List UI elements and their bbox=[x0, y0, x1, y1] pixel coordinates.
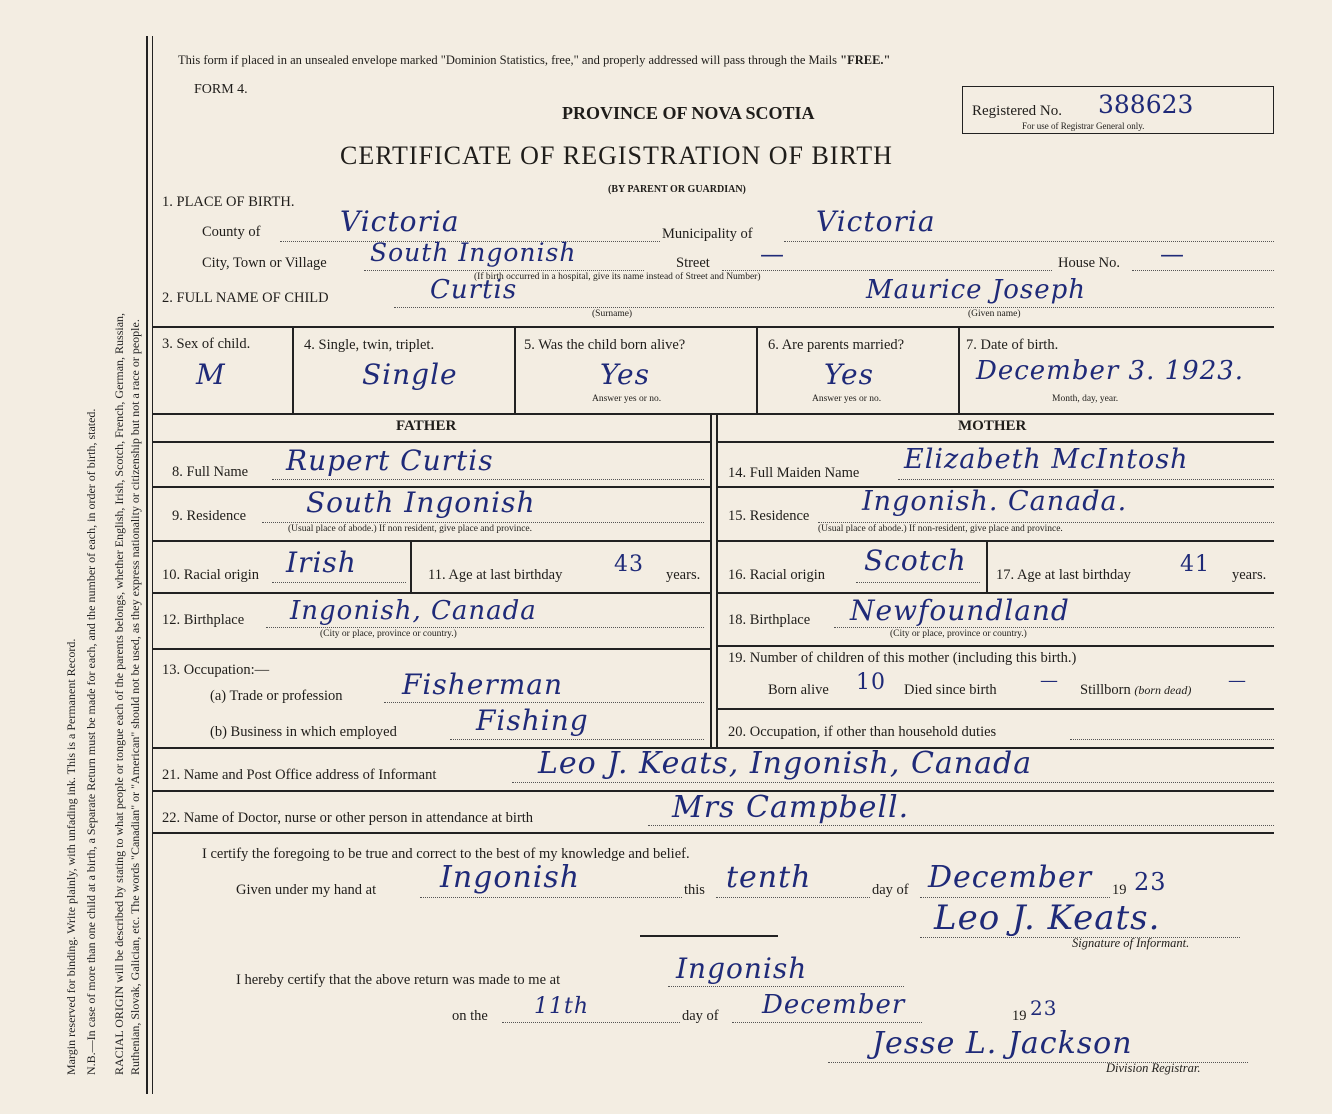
cell-div-1 bbox=[292, 326, 294, 414]
county-label: County of bbox=[202, 224, 261, 240]
on-the-label: on the bbox=[452, 1008, 488, 1024]
father-res-line bbox=[262, 522, 704, 523]
rule-2 bbox=[153, 413, 1274, 415]
left-border-inner bbox=[152, 36, 153, 1094]
signature-label: Signature of Informant. bbox=[1072, 936, 1190, 950]
father-race-line bbox=[272, 582, 406, 583]
sex-value: M bbox=[196, 358, 226, 391]
child-name-label: 2. FULL NAME OF CHILD bbox=[162, 290, 329, 306]
mother-heading: MOTHER bbox=[958, 418, 1027, 434]
dob-note: Month, day, year. bbox=[1052, 394, 1119, 404]
given-at-line bbox=[420, 897, 682, 898]
father-race-value: Irish bbox=[286, 546, 357, 579]
certify-statement: I certify the foregoing to be true and correct to the best of my knowledge and belief. bbox=[202, 846, 690, 862]
mid-rule bbox=[640, 935, 778, 937]
house-value: — bbox=[1160, 240, 1185, 268]
registrar-place-line bbox=[668, 986, 904, 987]
registrar-signature-label: Division Registrar. bbox=[1106, 1061, 1201, 1075]
registered-no-note: For use of Registrar General only. bbox=[1022, 121, 1145, 131]
informant-signature: Leo J. Keats. bbox=[934, 898, 1161, 938]
municipality-value: Victoria bbox=[816, 205, 936, 238]
rule-top bbox=[153, 326, 1274, 328]
mother-race-divider bbox=[986, 540, 988, 592]
father-race-label: 10. Racial origin bbox=[162, 567, 260, 583]
mother-res-line bbox=[818, 522, 1274, 523]
stillborn-note: (born dead) bbox=[1134, 683, 1192, 697]
rule-5a bbox=[153, 540, 710, 542]
alive-value: Yes bbox=[600, 358, 650, 391]
father-business-value: Fishing bbox=[476, 704, 589, 737]
surname-note: (Surname) bbox=[592, 309, 633, 319]
informant-line bbox=[512, 782, 1274, 783]
died-value: — bbox=[1040, 670, 1059, 691]
father-age-label: 11. Age at last birthday bbox=[428, 567, 563, 583]
margin-note-4: Ruthenian, Slovak, Galician, etc. The words "Canadian" or "American" should not be used, as they express nationality or citizenship but not a race or people. bbox=[128, 319, 142, 1075]
place-of-birth-label: 1. PLACE OF BIRTH. bbox=[162, 194, 295, 210]
doctor-line bbox=[648, 825, 1274, 826]
single-label: 4. Single, twin, triplet. bbox=[304, 337, 435, 353]
rule-11 bbox=[153, 832, 1274, 834]
child-name-line bbox=[394, 307, 1274, 308]
registrar-day-of-label: day of bbox=[682, 1008, 719, 1024]
child-given-name: Maurice Joseph bbox=[866, 275, 1087, 305]
sex-label: 3. Sex of child. bbox=[162, 336, 251, 352]
mother-age-value: 41 bbox=[1180, 552, 1210, 577]
mother-name-label: 14. Full Maiden Name bbox=[728, 465, 860, 481]
father-name-line bbox=[272, 479, 704, 480]
province-heading: PROVINCE OF NOVA SCOTIA bbox=[562, 103, 815, 123]
father-res-label: 9. Residence bbox=[172, 508, 247, 524]
doctor-label: 22. Name of Doctor, nurse or other person in attendance at birth bbox=[162, 810, 534, 826]
mother-race-value: Scotch bbox=[864, 544, 967, 577]
street-value: — bbox=[760, 240, 785, 268]
mother-race-line bbox=[856, 582, 980, 583]
born-alive-value: 10 bbox=[856, 670, 886, 695]
rule-5b bbox=[718, 540, 1274, 542]
father-trade-label: (a) Trade or profession bbox=[210, 688, 343, 704]
informant-label: 21. Name and Post Office address of Informant bbox=[162, 767, 437, 783]
informant-value: Leo J. Keats, Ingonish, Canada bbox=[538, 746, 1033, 781]
mother-birthplace-label: 18. Birthplace bbox=[728, 612, 811, 628]
mother-years: years. bbox=[1232, 567, 1267, 583]
year-prefix: 19 bbox=[1112, 882, 1127, 898]
mother-birthplace-value: Newfoundland bbox=[850, 594, 1070, 627]
certificate-subtitle: (BY PARENT OR GUARDIAN) bbox=[608, 184, 746, 195]
mother-res-value: Ingonish. Canada. bbox=[862, 486, 1128, 517]
this-value: tenth bbox=[726, 860, 812, 895]
mother-race-label: 16. Racial origin bbox=[728, 567, 826, 583]
left-border-outer bbox=[146, 36, 148, 1094]
rule-3b bbox=[718, 441, 1274, 443]
father-name-value: Rupert Curtis bbox=[286, 444, 494, 477]
alive-label: 5. Was the child born alive? bbox=[524, 337, 686, 353]
dob-value: December 3. 1923. bbox=[976, 356, 1245, 386]
mother-name-value: Elizabeth McIntosh bbox=[904, 444, 1189, 475]
center-divider-a bbox=[710, 413, 712, 747]
father-race-divider bbox=[410, 540, 412, 592]
father-birthplace-value: Ingonish, Canada bbox=[290, 596, 537, 626]
alive-note: Answer yes or no. bbox=[592, 394, 662, 404]
stillborn-label: Stillborn (born dead) bbox=[1080, 682, 1192, 698]
center-divider-b bbox=[716, 413, 718, 747]
stillborn-value: — bbox=[1228, 670, 1247, 691]
given-at-value: Ingonish bbox=[440, 860, 581, 895]
married-label: 6. Are parents married? bbox=[768, 337, 905, 353]
city-line bbox=[364, 270, 644, 271]
registrar-day-line bbox=[732, 1022, 922, 1023]
father-years: years. bbox=[666, 567, 701, 583]
dob-label: 7. Date of birth. bbox=[966, 337, 1059, 353]
mother-birthplace-line bbox=[834, 627, 1274, 628]
mother-age-label: 17. Age at last birthday bbox=[996, 567, 1131, 583]
certificate-title: CERTIFICATE OF REGISTRATION OF BIRTH bbox=[340, 141, 893, 170]
form-number: FORM 4. bbox=[194, 82, 248, 97]
father-business-line bbox=[450, 739, 704, 740]
mother-occ-label: 20. Occupation, if other than household duties bbox=[728, 724, 997, 740]
this-line bbox=[716, 897, 870, 898]
father-age-value: 43 bbox=[614, 552, 644, 577]
doctor-value: Mrs Campbell. bbox=[672, 790, 910, 825]
year-value: 23 bbox=[1134, 868, 1167, 896]
registrar-statement: I hereby certify that the above return was made to me at bbox=[236, 972, 561, 988]
married-note: Answer yes or no. bbox=[812, 394, 882, 404]
father-birthplace-line bbox=[266, 627, 704, 628]
registrar-year-prefix: 19 bbox=[1012, 1008, 1027, 1024]
mother-birthplace-note: (City or place, province or country.) bbox=[890, 629, 1027, 639]
cell-div-4 bbox=[958, 326, 960, 414]
registrar-signature: Jesse L. Jackson bbox=[872, 1026, 1133, 1061]
registrar-year-value: 23 bbox=[1030, 996, 1058, 1020]
child-surname: Curtis bbox=[430, 275, 518, 305]
house-line bbox=[1132, 270, 1274, 271]
father-name-label: 8. Full Name bbox=[172, 464, 249, 480]
city-value: South Ingonish bbox=[370, 238, 577, 267]
city-label: City, Town or Village bbox=[202, 255, 327, 271]
margin-note-3: RACIAL ORIGIN will be described by stating to what people or tongue each of the parents belongs, whether English, Irish, Scotch, French, German, Russian, bbox=[112, 312, 126, 1075]
street-label: Street bbox=[676, 255, 710, 271]
cell-div-3 bbox=[756, 326, 758, 414]
given-note: (Given name) bbox=[968, 309, 1021, 319]
rule-6a bbox=[153, 592, 710, 594]
married-value: Yes bbox=[824, 358, 874, 391]
father-birthplace-note: (City or place, province or country.) bbox=[320, 629, 457, 639]
father-trade-value: Fisherman bbox=[402, 668, 564, 701]
registrar-place-value: Ingonish bbox=[676, 952, 808, 985]
father-occ-label: 13. Occupation:— bbox=[162, 662, 270, 678]
died-label: Died since birth bbox=[904, 682, 997, 698]
rule-3a bbox=[153, 441, 710, 443]
registered-no-label: Registered No. bbox=[972, 103, 1062, 119]
mother-children-label: 19. Number of children of this mother (including this birth.) bbox=[728, 650, 1077, 666]
county-value: Victoria bbox=[340, 205, 460, 238]
rule-8b bbox=[718, 708, 1274, 710]
on-the-value: 11th bbox=[534, 994, 590, 1019]
registrar-day-value: December bbox=[762, 990, 906, 1020]
given-at-label: Given under my hand at bbox=[236, 882, 377, 898]
father-res-note: (Usual place of abode.) If non resident, give place and province. bbox=[288, 524, 532, 534]
day-of-value: December bbox=[928, 860, 1093, 895]
single-value: Single bbox=[362, 358, 458, 391]
day-of-label: day of bbox=[872, 882, 909, 898]
rule-7b bbox=[718, 645, 1274, 647]
mother-occ-line bbox=[1070, 739, 1274, 740]
father-business-label: (b) Business in which employed bbox=[210, 724, 397, 740]
father-birthplace-label: 12. Birthplace bbox=[162, 612, 245, 628]
father-heading: FATHER bbox=[396, 418, 457, 434]
born-alive-label: Born alive bbox=[768, 682, 829, 698]
registered-no-value: 388623 bbox=[1098, 90, 1194, 119]
on-the-line bbox=[502, 1022, 680, 1023]
father-trade-line bbox=[384, 702, 704, 703]
margin-note-2: N.B.—In case of more than one child at a birth, a Separate Return must be made for each, and the number of each, in order of birth, stated. bbox=[84, 408, 98, 1075]
margin-note-1: Margin reserved for binding. Write plainly, with unfading ink. This is a Permanent Record. bbox=[64, 638, 78, 1075]
mother-res-note: (Usual place of abode.) If non-resident, give place and province. bbox=[818, 524, 1063, 534]
cell-div-2 bbox=[514, 326, 516, 414]
mail-notice: This form if placed in an unsealed envelope marked "Dominion Statistics, free," and properly addressed will pass through the Mails "FREE." bbox=[178, 53, 891, 67]
mother-name-line bbox=[898, 479, 1274, 480]
mother-res-label: 15. Residence bbox=[728, 508, 810, 524]
this-label: this bbox=[684, 882, 705, 898]
street-line bbox=[722, 270, 1052, 271]
rule-7a bbox=[153, 648, 710, 650]
father-res-value: South Ingonish bbox=[306, 486, 536, 519]
hospital-note: (If birth occurred in a hospital, give its name instead of Street and Number) bbox=[474, 272, 761, 282]
municipality-line bbox=[784, 241, 1274, 242]
municipality-label: Municipality of bbox=[662, 226, 753, 242]
house-label: House No. bbox=[1058, 255, 1121, 271]
